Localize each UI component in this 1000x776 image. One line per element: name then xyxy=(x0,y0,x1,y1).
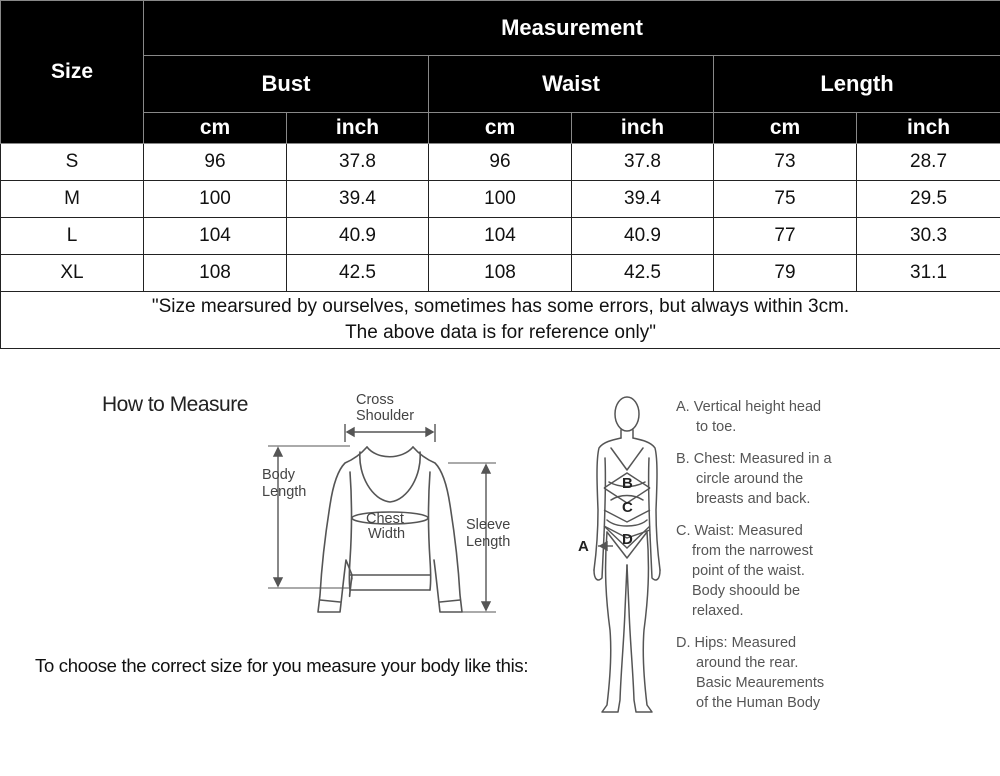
step-line: around the rear. xyxy=(696,655,799,671)
value-cell: 75 xyxy=(714,181,857,218)
value-cell: 28.7 xyxy=(857,144,1000,181)
step-line: to toe. xyxy=(696,419,737,435)
step-line: Body shoould be xyxy=(692,583,801,599)
value-cell: 40.9 xyxy=(287,218,429,255)
length-header: Length xyxy=(714,56,1000,113)
unit-header: cm xyxy=(714,113,857,144)
table-note xyxy=(1,292,1000,349)
waist-header: Waist xyxy=(429,56,714,113)
step-line: of the Human Body xyxy=(696,695,821,711)
value-cell: 100 xyxy=(144,181,287,218)
cross-label: Cross xyxy=(356,392,394,408)
note-line: The above data is for reference only" xyxy=(345,322,656,343)
value-cell: 37.8 xyxy=(287,144,429,181)
choose-size-instruction: To choose the correct size for you measure your body like this: xyxy=(35,655,529,676)
chest-label: Chest xyxy=(366,511,404,527)
value-cell: 108 xyxy=(144,255,287,292)
unit-header: cm xyxy=(144,113,287,144)
measurement-steps xyxy=(676,397,876,725)
step-line: Basic Meaurements xyxy=(696,675,825,691)
step-line: A. Vertical height head xyxy=(676,399,822,415)
marker-b: B xyxy=(622,475,633,492)
unit-header: inch xyxy=(857,113,1000,144)
value-cell: 37.8 xyxy=(572,144,714,181)
measurement-header: Measurement xyxy=(144,1,1000,56)
size-cell: M xyxy=(1,181,144,218)
body-figure xyxy=(594,397,660,712)
unit-header: cm xyxy=(429,113,572,144)
value-cell: 30.3 xyxy=(857,218,1000,255)
sleeve-label: Sleeve xyxy=(466,517,511,533)
value-cell: 39.4 xyxy=(572,181,714,218)
step-line: B. Chest: Measured in a xyxy=(676,451,832,467)
value-cell: 104 xyxy=(144,218,287,255)
marker-c: C xyxy=(622,499,633,516)
how-to-measure-title: How to Measure xyxy=(102,393,248,416)
table-row xyxy=(1,144,1000,181)
size-cell: XL xyxy=(1,255,144,292)
table-row xyxy=(1,181,1000,218)
note-line: "Size mearsured by ourselves, sometimes has some errors, but always within 3cm. xyxy=(151,296,850,317)
width-label: Width xyxy=(368,526,406,542)
value-cell: 108 xyxy=(429,255,572,292)
value-cell: 79 xyxy=(714,255,857,292)
bust-header: Bust xyxy=(144,56,429,113)
step-line: from the narrowest xyxy=(692,543,813,559)
value-cell: 42.5 xyxy=(572,255,714,292)
step-a xyxy=(676,397,876,437)
step-line: D. Hips: Measured xyxy=(676,635,797,651)
value-cell: 77 xyxy=(714,218,857,255)
value-cell: 73 xyxy=(714,144,857,181)
step-line: breasts and back. xyxy=(696,491,811,507)
marker-a: A xyxy=(578,538,589,555)
value-cell: 29.5 xyxy=(857,181,1000,218)
table-row xyxy=(1,255,1000,292)
value-cell: 100 xyxy=(429,181,572,218)
step-b xyxy=(676,449,876,509)
value-cell: 39.4 xyxy=(287,181,429,218)
unit-header: inch xyxy=(572,113,714,144)
size-cell: S xyxy=(1,144,144,181)
size-cell: L xyxy=(1,218,144,255)
size-column-header: Size xyxy=(1,1,144,144)
size-chart-table xyxy=(0,0,1000,349)
value-cell: 96 xyxy=(144,144,287,181)
sleeve-length-label: Length xyxy=(466,534,511,550)
value-cell: 42.5 xyxy=(287,255,429,292)
shoulder-label: Shoulder xyxy=(356,408,415,424)
step-c xyxy=(676,521,876,621)
value-cell: 31.1 xyxy=(857,255,1000,292)
body-label: Body xyxy=(262,467,296,483)
unit-header: inch xyxy=(287,113,429,144)
step-d xyxy=(676,633,876,713)
marker-d: D xyxy=(622,531,633,548)
table-row xyxy=(1,218,1000,255)
step-line: relaxed. xyxy=(692,603,744,619)
step-line: point of the waist. xyxy=(692,563,805,579)
value-cell: 96 xyxy=(429,144,572,181)
step-line: C. Waist: Measured xyxy=(676,523,803,539)
step-line: circle around the xyxy=(696,471,804,487)
body-length-label: Length xyxy=(262,484,307,500)
value-cell: 104 xyxy=(429,218,572,255)
value-cell: 40.9 xyxy=(572,218,714,255)
